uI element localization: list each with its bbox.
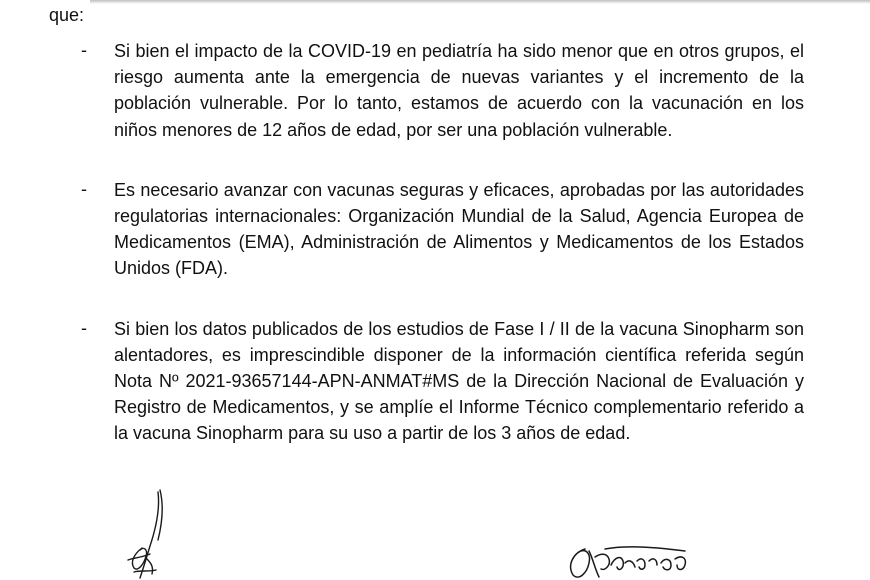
list-item — [49, 316, 870, 447]
right-signature — [565, 543, 705, 580]
bullet-text: Si bien el impacto de la COVID-19 en pediatría ha sido menor que en otros grupos, el riesgo aumenta ante la emergencia de nuevas variantes y el incremento de la población vulnerable. Por lo tanto, estamos de acuerdo con la vacunación en los niños menores de 12 años de edad, por ser una población vulnerable. — [114, 41, 804, 140]
left-signature — [120, 488, 180, 580]
bullet-text: Si bien los datos publicados de los estudios de Fase I / II de la vacuna Sinopharm son alentadores, es imprescindible disponer de la información científica referida según Nota Nº 2021-93657144-APN-ANMAT#MS de la Dirección Nacional de Evaluación y Registro de Medicamentos, y se amplíe el Informe Técnico complementario referido a la vacuna Sinopharm para su uso a partir de los 3 años de edad. — [114, 318, 804, 444]
bullet-dash: - — [81, 178, 87, 199]
list-item — [49, 177, 870, 282]
scan-top-edge — [90, 0, 870, 4]
bullet-text: Es necesario avanzar con vacunas seguras y eficaces, aprobadas por las autoridades regulatorias internacionales: Organización Mundial de la Salud, Agencia Europea de Medicamentos (EMA), Administración de Alimentos y Medicamentos de los Estados Unidos (FDA). — [114, 179, 804, 279]
bullet-dash: - — [81, 40, 87, 60]
list-item — [49, 38, 870, 143]
bullet-dash: - — [81, 317, 87, 338]
lead-word: que: — [49, 5, 85, 25]
bullet-list — [49, 38, 870, 481]
